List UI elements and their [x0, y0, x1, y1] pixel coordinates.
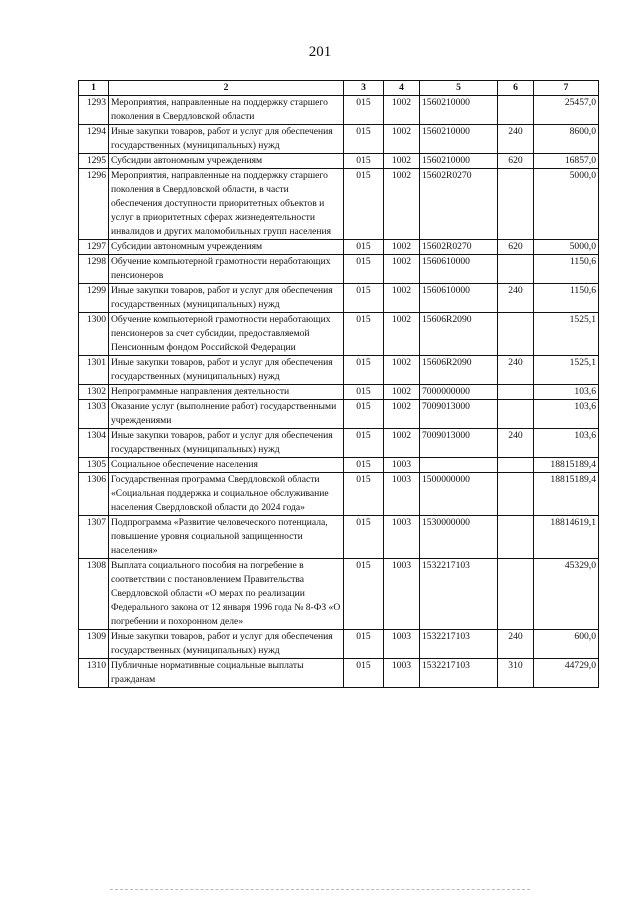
row-code-5: 1532217103 — [420, 559, 498, 630]
row-amount: 600,0 — [534, 630, 599, 659]
row-code-5: 1530000000 — [420, 516, 498, 559]
table-row — [79, 96, 599, 125]
row-number: 1305 — [79, 458, 109, 473]
row-number: 1301 — [79, 356, 109, 385]
row-code-5: 15606R2090 — [420, 356, 498, 385]
row-code-4: 1003 — [384, 659, 420, 688]
column-header: 3 — [344, 81, 384, 96]
row-code-4: 1002 — [384, 240, 420, 255]
table-row — [79, 516, 599, 559]
row-amount: 1150,6 — [534, 255, 599, 284]
row-description: Иные закупки товаров, работ и услуг для обеспечения государственных (муниципальных) нужд — [109, 125, 344, 154]
row-code-6 — [498, 255, 534, 284]
row-amount: 45329,0 — [534, 559, 599, 630]
row-number: 1293 — [79, 96, 109, 125]
row-code-3: 015 — [344, 125, 384, 154]
row-description: Подпрограмма «Развитие человеческого потенциала, повышение уровня социальной защищенности населения» — [109, 516, 344, 559]
row-description: Оказание услуг (выполнение работ) государственными учреждениями — [109, 400, 344, 429]
table-row — [79, 154, 599, 169]
row-amount: 18815189,4 — [534, 473, 599, 516]
row-code-6: 240 — [498, 284, 534, 313]
column-header: 1 — [79, 81, 109, 96]
row-code-4: 1002 — [384, 385, 420, 400]
row-code-4: 1002 — [384, 255, 420, 284]
row-code-3: 015 — [344, 458, 384, 473]
row-code-6 — [498, 96, 534, 125]
row-code-3: 015 — [344, 313, 384, 356]
table-row — [79, 313, 599, 356]
row-code-5: 15602R0270 — [420, 240, 498, 255]
table-row — [79, 630, 599, 659]
row-code-5: 1560210000 — [420, 154, 498, 169]
row-number: 1302 — [79, 385, 109, 400]
row-code-5: 7009013000 — [420, 429, 498, 458]
column-header: 7 — [534, 81, 599, 96]
table-row — [79, 240, 599, 255]
row-number: 1308 — [79, 559, 109, 630]
row-description: Субсидии автономным учреждениям — [109, 240, 344, 255]
row-number: 1310 — [79, 659, 109, 688]
row-amount: 18814619,1 — [534, 516, 599, 559]
row-code-6 — [498, 400, 534, 429]
table-row — [79, 255, 599, 284]
table-row — [79, 385, 599, 400]
table-row — [79, 473, 599, 516]
row-amount: 25457,0 — [534, 96, 599, 125]
row-number: 1296 — [79, 169, 109, 240]
row-code-4: 1002 — [384, 313, 420, 356]
row-code-4: 1003 — [384, 559, 420, 630]
row-code-4: 1002 — [384, 154, 420, 169]
row-code-3: 015 — [344, 516, 384, 559]
row-description: Выплата социального пособия на погребение в соответствии с постановлением Правительства Свердловской области «О мерах по реализации Федерального закона от 12 января 1996 года № 8-ФЗ «О погребении и похоронном деле» — [109, 559, 344, 630]
row-amount: 44729,0 — [534, 659, 599, 688]
table-row — [79, 458, 599, 473]
row-description: Мероприятия, направленные на поддержку старшего поколения в Свердловской области — [109, 96, 344, 125]
row-number: 1306 — [79, 473, 109, 516]
row-code-3: 015 — [344, 154, 384, 169]
row-amount: 1525,1 — [534, 313, 599, 356]
row-code-6: 240 — [498, 429, 534, 458]
row-code-5: 15606R2090 — [420, 313, 498, 356]
row-code-5: 15602R0270 — [420, 169, 498, 240]
row-code-3: 015 — [344, 385, 384, 400]
table-row — [79, 284, 599, 313]
column-header: 2 — [109, 81, 344, 96]
row-code-3: 015 — [344, 255, 384, 284]
table-row — [79, 356, 599, 385]
row-code-6: 620 — [498, 154, 534, 169]
row-number: 1307 — [79, 516, 109, 559]
row-code-4: 1003 — [384, 458, 420, 473]
row-description: Обучение компьютерной грамотности неработающих пенсионеров за счет субсидии, предоставляемой Пенсионным фондом Российской Федерации — [109, 313, 344, 356]
table-header-row — [79, 81, 599, 96]
row-description: Обучение компьютерной грамотности неработающих пенсионеров — [109, 255, 344, 284]
row-code-3: 015 — [344, 284, 384, 313]
row-code-6: 240 — [498, 356, 534, 385]
row-code-5: 1532217103 — [420, 659, 498, 688]
row-code-4: 1003 — [384, 516, 420, 559]
row-description: Субсидии автономным учреждениям — [109, 154, 344, 169]
row-code-6: 240 — [498, 125, 534, 154]
row-amount: 18815189,4 — [534, 458, 599, 473]
row-code-3: 015 — [344, 169, 384, 240]
row-amount: 8600,0 — [534, 125, 599, 154]
row-code-4: 1002 — [384, 169, 420, 240]
row-code-5: 1560610000 — [420, 284, 498, 313]
row-code-5 — [420, 458, 498, 473]
row-code-3: 015 — [344, 356, 384, 385]
row-description: Государственная программа Свердловской области «Социальная поддержка и социальное обслуживание населения Свердловской области до 2024 года» — [109, 473, 344, 516]
row-code-6 — [498, 385, 534, 400]
row-number: 1300 — [79, 313, 109, 356]
budget-table — [78, 80, 599, 688]
row-code-6 — [498, 516, 534, 559]
table-row — [79, 559, 599, 630]
row-amount: 16857,0 — [534, 154, 599, 169]
row-code-4: 1003 — [384, 630, 420, 659]
row-code-6 — [498, 559, 534, 630]
row-description: Публичные нормативные социальные выплаты гражданам — [109, 659, 344, 688]
row-code-6 — [498, 313, 534, 356]
row-amount: 103,6 — [534, 400, 599, 429]
row-code-3: 015 — [344, 473, 384, 516]
row-number: 1299 — [79, 284, 109, 313]
row-description: Иные закупки товаров, работ и услуг для обеспечения государственных (муниципальных) нужд — [109, 630, 344, 659]
row-number: 1309 — [79, 630, 109, 659]
row-code-6 — [498, 458, 534, 473]
row-number: 1304 — [79, 429, 109, 458]
row-code-3: 015 — [344, 400, 384, 429]
row-amount: 103,6 — [534, 429, 599, 458]
row-code-6 — [498, 473, 534, 516]
row-description: Социальное обеспечение населения — [109, 458, 344, 473]
row-code-3: 015 — [344, 429, 384, 458]
table-row — [79, 659, 599, 688]
row-description: Иные закупки товаров, работ и услуг для обеспечения государственных (муниципальных) нужд — [109, 284, 344, 313]
row-code-4: 1003 — [384, 473, 420, 516]
row-description: Иные закупки товаров, работ и услуг для обеспечения государственных (муниципальных) нужд — [109, 429, 344, 458]
row-code-4: 1002 — [384, 125, 420, 154]
row-code-3: 015 — [344, 630, 384, 659]
row-code-5: 7009013000 — [420, 400, 498, 429]
row-code-6: 620 — [498, 240, 534, 255]
row-amount: 103,6 — [534, 385, 599, 400]
column-header: 6 — [498, 81, 534, 96]
table-row — [79, 169, 599, 240]
row-code-5: 1532217103 — [420, 630, 498, 659]
row-amount: 1525,1 — [534, 356, 599, 385]
row-amount: 1150,6 — [534, 284, 599, 313]
row-number: 1303 — [79, 400, 109, 429]
row-code-6: 310 — [498, 659, 534, 688]
row-code-4: 1002 — [384, 356, 420, 385]
row-code-5: 7000000000 — [420, 385, 498, 400]
row-code-3: 015 — [344, 96, 384, 125]
row-code-5: 1500000000 — [420, 473, 498, 516]
row-amount: 5000,0 — [534, 240, 599, 255]
scan-edge-line — [110, 889, 530, 890]
row-number: 1298 — [79, 255, 109, 284]
row-code-3: 015 — [344, 559, 384, 630]
row-number: 1295 — [79, 154, 109, 169]
table-row — [79, 400, 599, 429]
row-amount: 5000,0 — [534, 169, 599, 240]
table-row — [79, 429, 599, 458]
row-code-4: 1002 — [384, 284, 420, 313]
row-code-5: 1560210000 — [420, 125, 498, 154]
page-number: 201 — [308, 44, 332, 60]
row-code-5: 1560210000 — [420, 96, 498, 125]
row-code-3: 015 — [344, 240, 384, 255]
row-code-3: 015 — [344, 659, 384, 688]
table-body — [79, 96, 599, 688]
row-code-6: 240 — [498, 630, 534, 659]
column-header: 4 — [384, 81, 420, 96]
row-code-4: 1002 — [384, 400, 420, 429]
row-code-4: 1002 — [384, 96, 420, 125]
row-description: Иные закупки товаров, работ и услуг для обеспечения государственных (муниципальных) нужд — [109, 356, 344, 385]
row-number: 1294 — [79, 125, 109, 154]
table-row — [79, 125, 599, 154]
row-code-5: 1560610000 — [420, 255, 498, 284]
row-description: Мероприятия, направленные на поддержку старшего поколения в Свердловской области, в части обеспечения доступности приоритетных объектов и услуг в приоритетных сферах жизнедеятельности инвалидов и других маломобильных групп населения — [109, 169, 344, 240]
row-number: 1297 — [79, 240, 109, 255]
row-code-6 — [498, 169, 534, 240]
column-header: 5 — [420, 81, 498, 96]
row-code-4: 1002 — [384, 429, 420, 458]
row-description: Непрограммные направления деятельности — [109, 385, 344, 400]
